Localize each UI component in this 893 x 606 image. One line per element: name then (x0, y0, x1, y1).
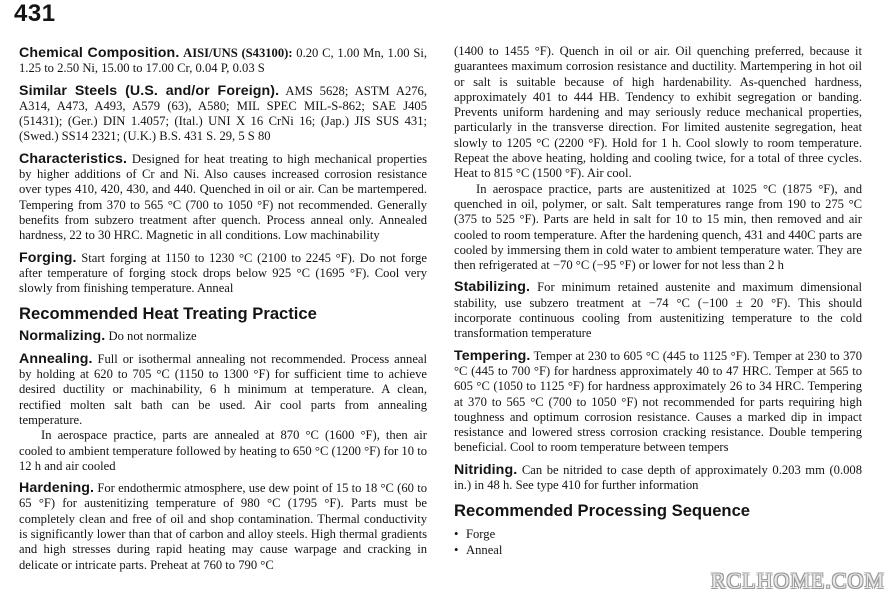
hardening-heading: Hardening. (19, 480, 95, 497)
processing-sequence-list (454, 526, 862, 558)
forging-paragraph (19, 251, 427, 297)
forging-heading: Forging. (19, 249, 77, 266)
normalizing-heading: Normalizing. (19, 328, 106, 345)
bullet-icon: • (454, 543, 459, 558)
stabilizing-text: For minimum retained austenite and maximum dimensional stability, use subzero treatment at −74 °C (−100 ± 20 °F). This should incorporate continuous cooling from austenitizing temperature to the cold transformation temperature (454, 280, 862, 341)
list-item (454, 526, 862, 542)
sequence-step-label: Anneal (466, 543, 503, 558)
processing-sequence-section-title: Recommended Processing Sequence (454, 501, 751, 521)
watermark-logo: RCLHOME.COM (710, 568, 885, 593)
nitriding-text: Can be nitrided to case depth of approximately 0.203 mm (0.008 in.) in 48 h. See type 410 for further information (454, 462, 862, 493)
left-column (19, 46, 427, 580)
chemical-composition-paragraph (19, 46, 427, 77)
chemical-composition-text: 0.20 C, 1.00 Mn, 1.00 Si, 1.25 to 2.50 Ni, 15.00 to 17.00 Cr, 0.04 P, 0.03 S (19, 46, 427, 76)
tempering-text: Temper at 230 to 605 °C (445 to 1125 °F). Temper at 230 to 370 °C (445 to 700 °F) for hardness approximately 40 to 47 HRC. Temper at 565 to 605 °C (1050 to 1125 °F) for hardness approximately 26 to 34 HRC. Tempering at 370 to 565 °C (700 to 1050 °F) not recommended for parts requiring high toughness and optimum corrosion resistance. Causes a marked dip in impact resistance and lowered stress corrosion cracking resistance. Double tempering beneficial. Cool to room temperature between tempers (454, 348, 863, 455)
annealing-text: Full or isothermal annealing not recommended. Process anneal by holding at 620 to 705 °C (1150 to 1300 °F) for sufficient time to achieve desired ductility or machinability, 6 h minimum at temperature. A clean, rectified molten salt bath can be used. Air cool parts from annealing temperature. (19, 351, 428, 427)
sequence-step-label: Forge (466, 527, 496, 542)
normalizing-paragraph (19, 329, 427, 344)
bullet-icon: • (454, 527, 459, 542)
nitriding-heading: Nitriding. (454, 461, 518, 478)
characteristics-heading: Characteristics. (19, 150, 128, 167)
characteristics-text: Designed for heat treating to high mechanical properties by higher additions of Cr and Ni. Also causes increased corrosion resistance over types 410, 420, 430, and 440. Quenched in oil or air. Can be martempered. Tempering from 370 to 565 °C (700 to 1050 °F) not recommended. Generally benefits from subzero treatment after quench. Process anneal only. Annealed hardness, 22 to 30 HRC. Magnetic in all conditions. Low machinability (19, 151, 427, 243)
hardening-text: For endothermic atmosphere, use dew point of 15 to 18 °C (60 to 65 °F) for austenitizing temperature of 980 °C (1795 °F). Parts must be completely clean and free of oil and shop contamination. Thermal conductivity is significantly lower than that of carbon and alloy steels. High thermal gradients and high stresses during rapid heating may cause warpage and cracking in delicate or intricate parts. Preheat at 760 to 790 °C (19, 481, 427, 572)
hardening-continued-paragraph: (1400 to 1455 °F). Quench in oil or air. Oil quenching preferred, because it guarantees maximum corrosion resistance and ductility. Martempering in hot oil or salt is suitable because of high hardenability. As-quenched hardness, approximately 401 to 444 HB. Tendency to exhibit segregation or banding. Prevents uniform hardening and may seriously reduce mechanical properties, particularly in the transverse direction. For limited austenite segregation, heat slowly to 1205 °C (2200 °F). Hold for 1 h. Cool slowly to room temperature. Repeat the above heating, holding and cooling twice, for a total of three cycles. Heat to 815 °C (1500 °F). Air cool. (454, 44, 862, 181)
chemical-composition-spec: AISI/UNS (S43100): (183, 46, 293, 60)
tempering-paragraph (454, 349, 862, 456)
tempering-heading: Tempering. (454, 347, 531, 364)
annealing-heading: Annealing. (19, 350, 93, 367)
hardening-aerospace-paragraph: In aerospace practice, parts are austenitized at 1025 °C (1875 °F), and quenched in oil, polymer, or salt. Salt temperatures range from 190 to 275 °C (375 to 525 °F). Parts are held in salt for 10 to 15 min, then removed and air cooled to room temperature. After the hardening quench, 431 and 440C parts are cooled by immersing them in cold water to ambient temperature water. They are then refrigerated at −70 °C (−95 °F) or lower for not less than 2 h (454, 181, 862, 273)
stabilizing-paragraph (454, 280, 862, 341)
characteristics-paragraph (19, 152, 427, 244)
chemical-composition-heading: Chemical Composition. (19, 45, 180, 61)
similar-steels-text: AMS 5628; ASTM A276, A314, A473, A493, A579 (63), A580; MIL SPEC MIL-S-862; SAE J405 (51431); (Ger.) DIN 1.4057; (Ital.) UNI X 16 CrNi 16; (Jap.) JIS SUS 431; (Swed.) SS14 2321; (U.K.) B.S. 431 S. 29, 5 S 80 (19, 83, 427, 144)
stabilizing-heading: Stabilizing. (454, 279, 531, 296)
nitriding-paragraph (454, 463, 862, 494)
hardening-paragraph (19, 481, 427, 573)
forging-text: Start forging at 1150 to 1230 °C (2100 to 2245 °F). Do not forge after temperature of forging stock drops below 925 °C (1695 °F). Cool very slowly from finishing temperature. Anneal (19, 250, 427, 296)
right-column (454, 44, 862, 558)
annealing-aerospace-paragraph: In aerospace practice, parts are annealed at 870 °C (1600 °F), then air cooled to ambient temperature followed by heating to 650 °C (1200 °F) for 10 to 12 h and air cooled (19, 428, 427, 473)
similar-steels-paragraph (19, 84, 427, 145)
annealing-paragraph (19, 352, 427, 428)
normalizing-text: Do not normalize (108, 329, 197, 344)
list-item (454, 542, 862, 558)
similar-steels-heading: Similar Steels (U.S. and/or Foreign). (19, 82, 280, 99)
page-number: 431 (14, 0, 56, 27)
heat-treating-section-title: Recommended Heat Treating Practice (19, 304, 317, 324)
